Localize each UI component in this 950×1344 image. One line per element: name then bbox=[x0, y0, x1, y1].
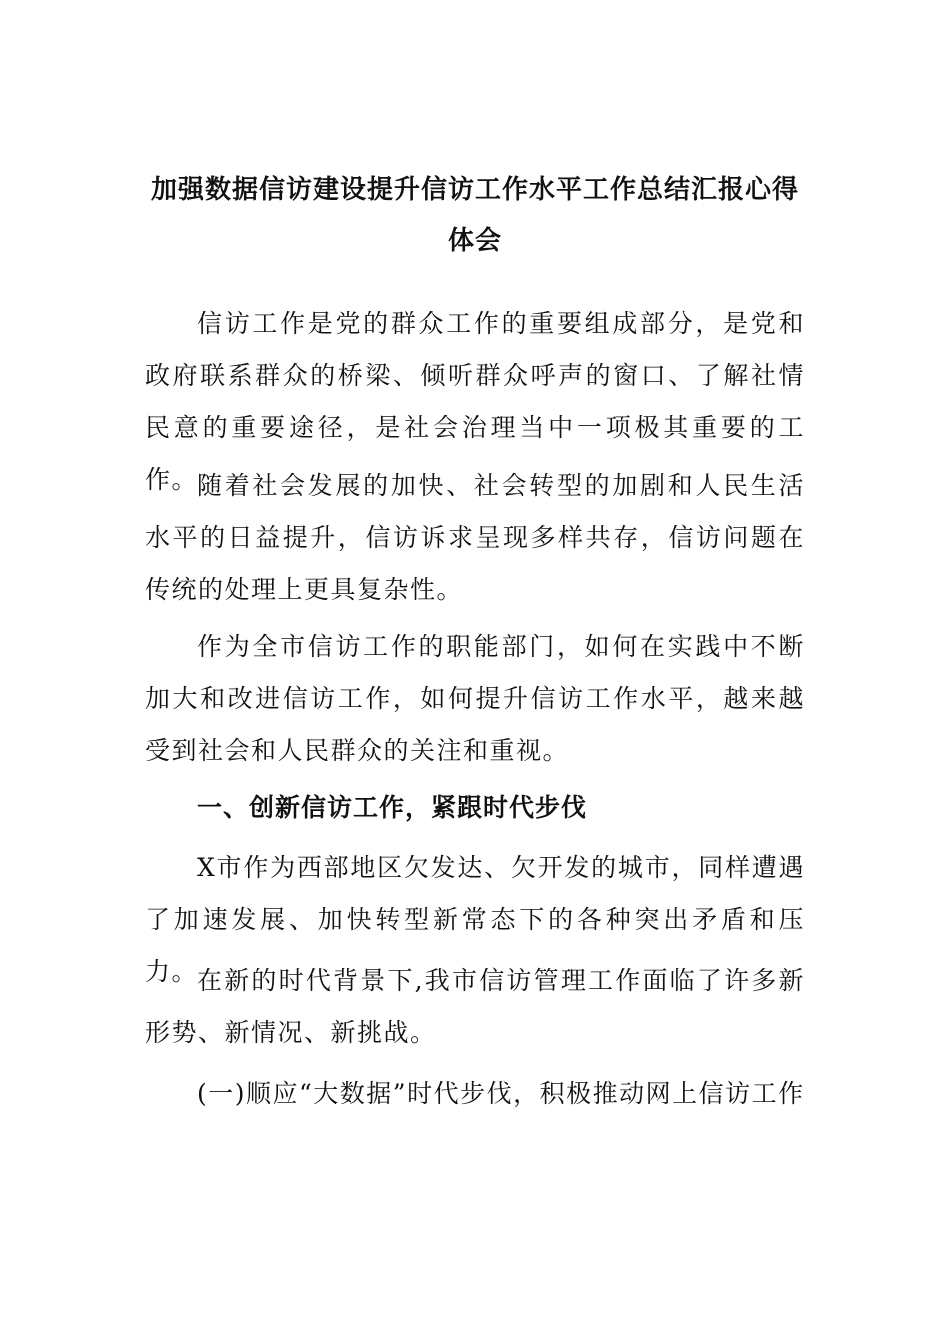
paragraph-city: X市作为西部地区欠发达、欠开发的城市，同样遭遇了加速发展、加快转型新常态下的各种突出矛盾和压力。 bbox=[145, 853, 805, 986]
paragraph-new-era: 在新的时代背景下,我市信访管理工作面临了许多新形势、新情况、新挑战。 bbox=[145, 966, 805, 1047]
paragraph-department: 作为全市信访工作的职能部门，如何在实践中不断加大和改进信访工作，如何提升信访工作水平，越来越受到社会和人民群众的关注和重视。 bbox=[145, 632, 805, 765]
paragraph-background: 随着社会发展的加快、社会转型的加剧和人民生活水平的日益提升，信访诉求呈现多样共存，信访问题在传统的处理上更具复杂性。 bbox=[145, 471, 805, 604]
section-heading: 一、创新信访工作，紧跟时代步伐 bbox=[197, 793, 588, 822]
subsection-heading: (一)顺应“大数据”时代步伐，积极推动网上信访工作 bbox=[197, 1079, 805, 1108]
paragraph-intro: 信访工作是党的群众工作的重要组成部分，是党和政府联系群众的桥梁、倾听群众呼声的窗口、了解社情民意的重要途径，是社会治理当中一项极其重要的工作。 bbox=[145, 309, 805, 494]
document-title: 加强数据信访建设提升信访工作水平工作总结汇报心得体会 bbox=[150, 175, 799, 256]
